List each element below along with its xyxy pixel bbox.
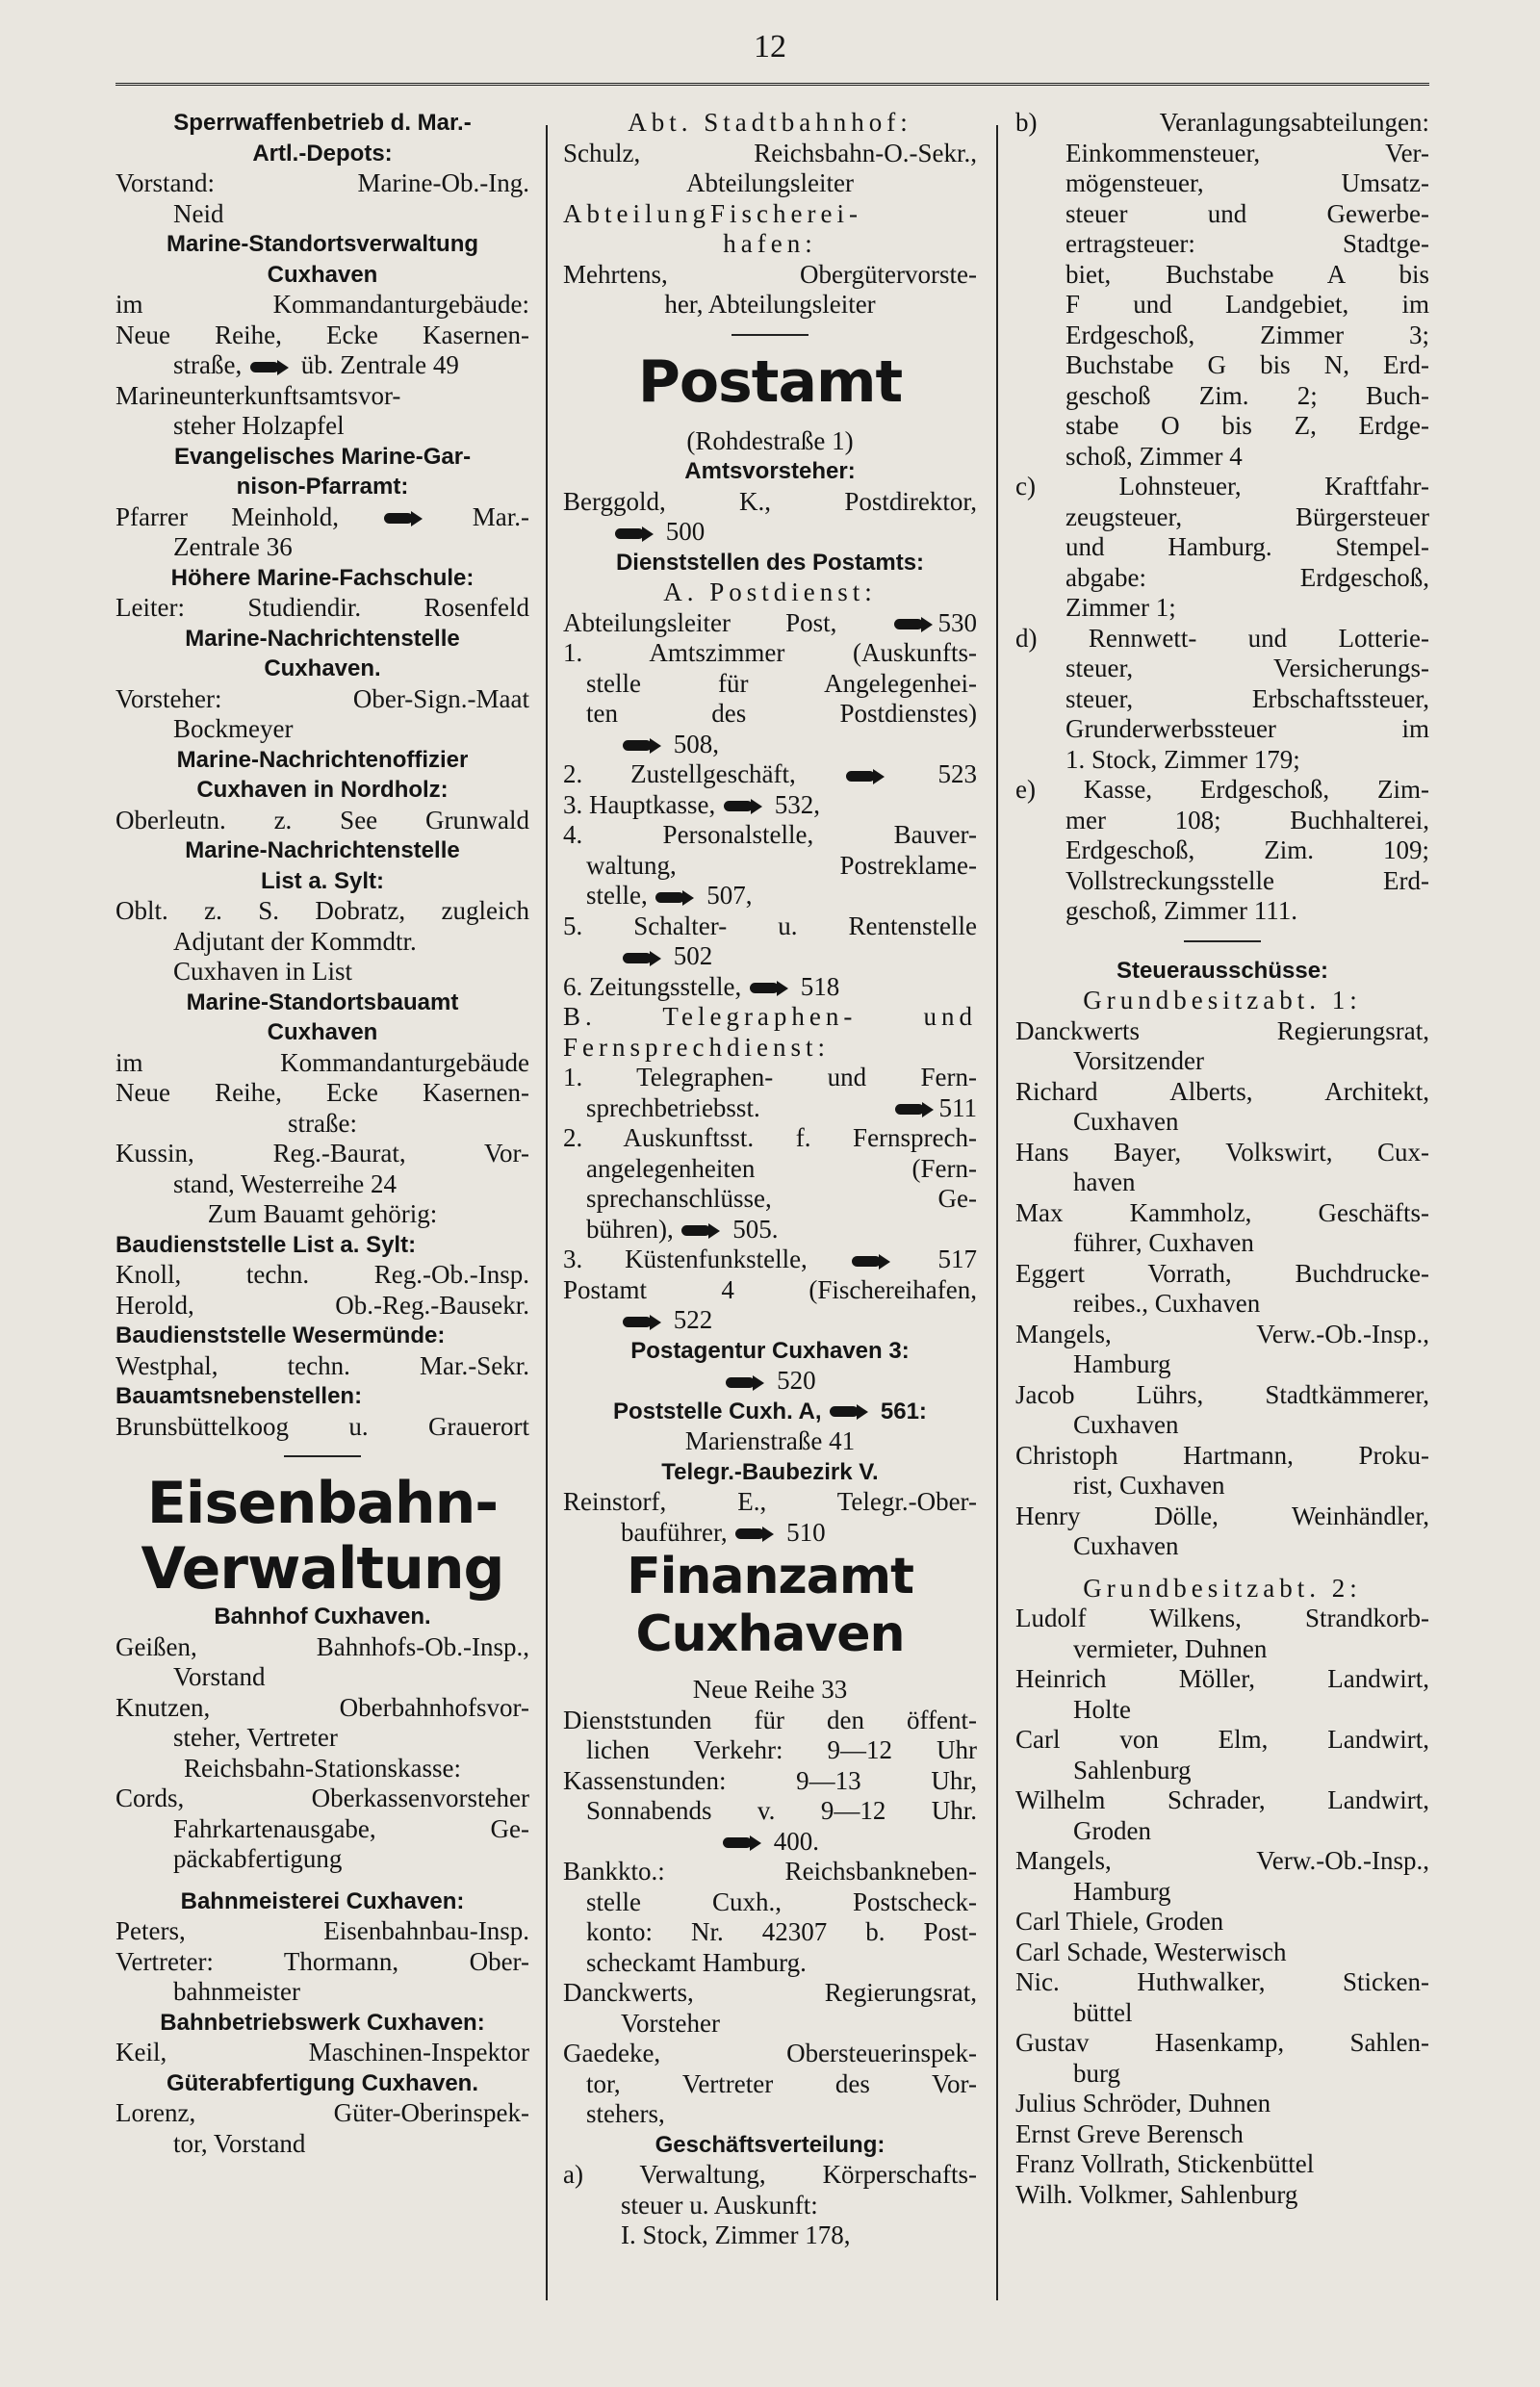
heading: Cuxhaven. (264, 655, 381, 681)
text: 400. (773, 1826, 819, 1856)
entry-line: Schulz, Reichsbahn-O.-Sekr., (563, 138, 977, 167)
entry-line: Gustav Hasenkamp, Sahlen- (1015, 2028, 1429, 2057)
text: Abteilungsleiter Post, (563, 607, 837, 637)
entry-line: Zentrale 36 (173, 532, 293, 561)
heading: Geschäftsverteilung: (654, 2131, 886, 2158)
text: 2. Zustellgeschäft, (563, 759, 796, 788)
entry-line: Hamburg (1073, 1349, 1171, 1378)
section-title: Postamt (637, 347, 903, 416)
text: 532, (774, 789, 820, 819)
entry-line: stand, Westerreihe 24 (173, 1168, 398, 1198)
telephone-hand-icon (384, 511, 423, 526)
entry-line: ten des Postdienstes) (586, 699, 977, 728)
entry-line (563, 941, 977, 972)
entry-line: 1. Telegraphen- und Fern- (563, 1063, 977, 1091)
entry-line: Einkommensteuer, Ver- (1065, 138, 1429, 167)
text: 6. Zeitungsstelle, (563, 971, 742, 1001)
entry-line: Vorsteher (621, 2008, 720, 2038)
entry-line: Franz Vollrath, Stickenbüttel (1015, 2149, 1315, 2178)
column-divider (996, 125, 998, 2300)
entry-line (563, 972, 977, 1003)
entry-line (116, 350, 529, 381)
text: 508, (673, 729, 719, 758)
entry-line (116, 502, 529, 533)
text: 561: (880, 1398, 927, 1424)
entry-line: her, Abteilungsleiter (664, 290, 876, 319)
entry-line: geschoß Zim. 2; Buch- (1065, 380, 1429, 410)
entry-line: konto: Nr. 42307 b. Post- (586, 1917, 977, 1946)
telephone-hand-icon (723, 1835, 761, 1851)
heading: Cuxhaven (267, 261, 378, 288)
text: 500 (665, 517, 706, 546)
entry-line: stehers, (586, 2099, 665, 2128)
entry-line (563, 790, 977, 821)
entry-line: Adjutant der Kommdtr. (173, 926, 417, 956)
entry-line: steuer u. Auskunft: (621, 2190, 818, 2220)
text: 517 (937, 1245, 977, 1273)
entry-line: stelle für Angelegenhei- (586, 668, 977, 698)
entry-line: F und Landgebiet, im (1065, 290, 1429, 319)
text: 530 (937, 607, 977, 637)
entry-line: zeugsteuer, Bürgersteuer (1065, 501, 1429, 531)
section-title: Verwaltung (141, 1535, 504, 1603)
entry-line: abgabe: Erdgeschoß, (1065, 562, 1429, 592)
entry-line: steuer, Erbschaftssteuer, (1065, 683, 1429, 713)
entry-line: Nic. Huthwalker, Sticken- (1015, 1967, 1429, 1996)
entry-line: Cuxhaven (1073, 1531, 1179, 1560)
telephone-hand-icon (750, 981, 788, 996)
entry-line: Postamt 4 (Fischereihafen, (563, 1274, 977, 1304)
entry-line: und Hamburg. Stempel- (1065, 532, 1429, 561)
entry-line: 1. Stock, Zimmer 179; (1065, 744, 1300, 774)
telephone-hand-icon (895, 1102, 934, 1117)
entry-line: d) Rennwett- und Lotterie- (1015, 623, 1429, 653)
telephone-hand-icon (623, 738, 661, 754)
entry-line: (Rohdestraße 1) (686, 425, 854, 455)
heading: Postagentur Cuxhaven 3: (630, 1337, 910, 1364)
section-separator (284, 1455, 361, 1457)
entry-line: Reinstorf, E., Telegr.-Ober- (563, 1487, 977, 1516)
entry-line: Vorstand (173, 1662, 266, 1691)
heading: Artl.-Depots: (252, 140, 393, 167)
entry-line: 4. Personalstelle, Bauver- (563, 820, 977, 849)
header-rule (116, 83, 1429, 90)
entry-line: Grunderwerbssteuer im (1065, 714, 1429, 743)
entry-line: Vorstand: Marine-Ob.-Ing. (116, 168, 529, 197)
entry-line: Westphal, techn. Mar.-Sekr. (116, 1350, 529, 1380)
entry-line (563, 881, 977, 911)
entry-line: 1. Amtszimmer (Auskunfts- (563, 638, 977, 667)
text: bauführer, (621, 1517, 728, 1547)
entry-line: stelle Cuxh., Postscheck- (586, 1886, 977, 1916)
heading: Cuxhaven (267, 1019, 378, 1045)
text: 507, (706, 881, 753, 910)
entry-line: Eggert Vorrath, Buchdrucke- (1015, 1258, 1429, 1288)
entry-line: steher, Vertreter (173, 1723, 338, 1752)
entry-line: Cuxhaven in List (173, 957, 352, 986)
entry-line: Mehrtens, Obergütervorste- (563, 259, 977, 289)
heading: List a. Sylt: (260, 867, 385, 894)
heading: Sperrwaffenbetrieb d. Mar.- (173, 110, 472, 136)
section-separator (1184, 940, 1261, 942)
heading: Bahnhof Cuxhaven. (214, 1604, 431, 1630)
column-divider (546, 125, 548, 2300)
entry-line: mögensteuer, Umsatz- (1065, 168, 1429, 197)
entry-line: büttel (1073, 1997, 1133, 2027)
entry-line: Sonnabends v. 9—12 Uhr. (586, 1796, 977, 1825)
entry-line: Carl Thiele, Groden (1015, 1907, 1224, 1936)
entry-line: angelegenheiten (Fern- (586, 1153, 977, 1183)
entry-line: Leiter: Studiendir. Rosenfeld (116, 593, 529, 622)
heading: Marine-Nachrichtenstelle (185, 837, 460, 863)
telephone-hand-icon (655, 890, 694, 906)
entry-line: Carl von Elm, Landwirt, (1015, 1725, 1429, 1754)
entry-line: steuer und Gewerbe- (1065, 198, 1429, 228)
telephone-hand-icon (724, 799, 762, 814)
entry-line: Danckwerts Regierungsrat, (1015, 1015, 1429, 1045)
heading (563, 1397, 977, 1427)
entry-line: Neue Reihe, Ecke Kasernen- (116, 320, 529, 349)
entry-line (563, 730, 977, 760)
entry-line: biet, Buchstabe A bis (1065, 259, 1429, 289)
entry-line: I. Stock, Zimmer 178, (621, 2220, 851, 2249)
entry-line: päckabfertigung (173, 1844, 343, 1873)
entry-line: Danckwerts, Regierungsrat, (563, 1978, 977, 2007)
entry-line: Carl Schade, Westerwisch (1015, 1937, 1287, 1966)
entry-line: mer 108; Buchhalterei, (1065, 805, 1429, 834)
entry-line: Lorenz, Güter-Oberinspek- (116, 2098, 529, 2127)
entry-line (563, 759, 977, 790)
entry-line: Erdgeschoß, Zim. 109; (1065, 835, 1429, 864)
entry-line: im Kommandanturgebäude: (116, 290, 529, 319)
entry-line (563, 1366, 977, 1397)
entry-line (563, 1245, 977, 1275)
heading: Telegr.-Baubezirk V. (661, 1458, 879, 1485)
section-title: Eisenbahn- (146, 1470, 499, 1537)
entry-line: bahnmeister (173, 1977, 300, 2006)
entry-line: Oberleutn. z. See Grunwald (116, 805, 529, 834)
entry-line: Buchstabe G bis N, Erd- (1065, 350, 1429, 379)
entry-line (563, 1305, 977, 1336)
entry-line: waltung, Postreklame- (586, 850, 977, 880)
entry-line: Ludolf Wilkens, Strandkorb- (1015, 1604, 1429, 1632)
heading: Höhere Marine-Fachschule: (170, 564, 475, 591)
heading: Baudienststelle List a. Sylt: (116, 1231, 417, 1258)
heading: Marine-Standortsbauamt (186, 988, 459, 1015)
entry-line: haven (1073, 1168, 1136, 1196)
entry-line: burg (1073, 2058, 1121, 2088)
text: 505. (732, 1214, 779, 1244)
entry-line: Knoll, techn. Reg.-Ob.-Insp. (116, 1260, 529, 1289)
section-separator (732, 334, 808, 336)
heading: Marine-Nachrichtenoffizier (176, 746, 469, 773)
text: 502 (673, 941, 713, 970)
text: 522 (673, 1305, 713, 1334)
entry-line (563, 517, 977, 548)
entry-line: Vollstreckungsstelle Erd- (1065, 865, 1429, 895)
entry-line: tor, Vertreter des Vor- (586, 2068, 977, 2098)
entry-line: Sahlenburg (1073, 1755, 1192, 1784)
entry-line: Geißen, Bahnhofs-Ob.-Insp., (116, 1631, 529, 1661)
entry-line: Vertreter: Thormann, Ober- (116, 1946, 529, 1976)
telephone-hand-icon (615, 526, 654, 542)
entry-line: Erdgeschoß, Zimmer 3; (1065, 320, 1429, 349)
entry-line: ertragsteuer: Stadtge- (1065, 229, 1429, 258)
telephone-hand-icon (830, 1404, 868, 1420)
entry-line: e) Kasse, Erdgeschoß, Zim- (1015, 775, 1429, 804)
heading: Marine-Standortsverwaltung (166, 231, 479, 257)
entry-line: Fahrkartenausgabe, Ge- (173, 1813, 529, 1843)
entry-line: Cords, Oberkassenvorsteher (116, 1784, 529, 1812)
section-title: Cuxhaven (635, 1605, 905, 1663)
text: üb. Zentrale 49 (300, 350, 459, 379)
heading: Bauamtsnebenstellen: (116, 1383, 363, 1409)
column-1 (116, 108, 529, 2370)
telephone-hand-icon (846, 769, 885, 784)
entry-line (563, 1827, 977, 1858)
entry-line: Abt. Stadtbahnhof: (628, 108, 912, 137)
entry-line: hafen: (723, 229, 817, 258)
entry-line: Ernst Greve Berensch (1015, 2118, 1244, 2148)
entry-line: Grundbesitzabt. 1: (1083, 986, 1362, 1014)
entry-line: Oblt. z. S. Dobratz, zugleich (116, 896, 529, 925)
column-2 (563, 108, 977, 2370)
telephone-hand-icon (735, 1527, 774, 1542)
entry-line: Max Kammholz, Geschäfts- (1015, 1197, 1429, 1227)
entry-line: Marienstraße 41 (684, 1426, 856, 1455)
heading: Baudienststelle Wesermünde: (116, 1322, 446, 1348)
entry-line: vermieter, Duhnen (1073, 1633, 1268, 1663)
entry-line: a) Verwaltung, Körperschafts- (563, 2160, 977, 2189)
heading: Marine-Nachrichtenstelle (185, 625, 460, 652)
entry-line: steher Holzapfel (173, 411, 345, 440)
entry-line: Hamburg (1073, 1876, 1171, 1906)
entry-line: Neid (173, 198, 224, 228)
entry-line: Gaedeke, Obersteuerinspek- (563, 2039, 977, 2067)
entry-line: Vorsitzender (1073, 1046, 1204, 1075)
entry-line: stabe O bis Z, Erdge- (1065, 411, 1429, 440)
heading: Evangelisches Marine-Gar- (173, 443, 472, 470)
entry-line: c) Lohnsteuer, Kraftfahr- (1015, 472, 1429, 500)
text: bühren), (586, 1214, 674, 1244)
entry-line: Herold, Ob.-Reg.-Bausekr. (116, 1290, 529, 1320)
entry-line: Groden (1073, 1815, 1151, 1845)
entry-line: Heinrich Möller, Landwirt, (1015, 1664, 1429, 1693)
entry-line: scheckamt Hamburg. (586, 1947, 807, 1977)
column-3 (1015, 108, 1429, 2370)
telephone-hand-icon (726, 1375, 764, 1391)
text: Poststelle Cuxh. A, (613, 1398, 822, 1424)
entry-line: schoß, Zimmer 4 (1065, 441, 1243, 471)
entry-line: Grundbesitzabt. 2: (1083, 1573, 1362, 1603)
entry-line: B. Telegraphen- und (563, 1002, 977, 1031)
telephone-hand-icon (681, 1223, 720, 1239)
entry-line: Mangels, Verw.-Ob.-Insp., (1015, 1846, 1429, 1875)
entry-line (563, 608, 977, 639)
entry-line: Richard Alberts, Architekt, (1015, 1076, 1429, 1106)
entry-line: Zum Bauamt gehörig: (207, 1199, 438, 1228)
text: sprechbetriebsst. (586, 1092, 760, 1122)
text: 520 (777, 1366, 816, 1395)
entry-line: Wilhelm Schrader, Landwirt, (1015, 1785, 1429, 1814)
telephone-hand-icon (894, 617, 933, 632)
entry-line: Keil, Maschinen-Inspektor (116, 2038, 529, 2066)
text: Pfarrer Meinhold, (116, 501, 340, 531)
entry-line: lichen Verkehr: 9—12 Uhr (586, 1735, 977, 1764)
heading: Cuxhaven in Nordholz: (196, 777, 449, 803)
entry-line: geschoß, Zimmer 111. (1065, 896, 1297, 925)
entry-line: Bockmeyer (173, 714, 294, 743)
entry-line: Mangels, Verw.-Ob.-Insp., (1015, 1319, 1429, 1348)
entry-line: Vorsteher: Ober-Sign.-Maat (116, 683, 529, 713)
telephone-hand-icon (623, 951, 661, 966)
heading: Steuerausschüsse: (1116, 957, 1329, 984)
text: 510 (786, 1517, 826, 1547)
text: Mar.- (472, 501, 529, 531)
entry-line: Berggold, K., Postdirektor, (563, 486, 977, 516)
entry-line: führer, Cuxhaven (1073, 1228, 1254, 1257)
entry-line: Christoph Hartmann, Proku- (1015, 1440, 1429, 1470)
entry-line: Julius Schröder, Duhnen (1015, 2089, 1271, 2118)
entry-line: Neue Reihe, Ecke Kasernen- (116, 1078, 529, 1107)
entry-line: steuer, Versicherungs- (1065, 654, 1429, 682)
telephone-hand-icon (250, 360, 289, 375)
entry-line: Henry Dölle, Weinhändler, (1015, 1501, 1429, 1530)
entry-line: 2. Auskunftsst. f. Fernsprech- (563, 1123, 977, 1152)
heading: Amtsvorsteher: (684, 458, 856, 484)
entry-line (563, 1093, 977, 1124)
text: stelle, (586, 881, 648, 910)
telephone-hand-icon (623, 1315, 661, 1330)
entry-line: Marineunterkunftsamtsvor- (116, 380, 401, 410)
entry-line: sprechanschlüsse, Ge- (586, 1184, 977, 1213)
entry-line: Knutzen, Oberbahnhofsvor- (116, 1692, 529, 1722)
section-title: Finanzamt (627, 1548, 913, 1605)
entry-line: Brunsbüttelkoog u. Grauerort (116, 1411, 529, 1441)
entry-line: Kassenstunden: 9—13 Uhr, (563, 1765, 977, 1795)
entry-line: Dienststunden für den öffent- (563, 1705, 977, 1734)
heading: nison-Pfarramt: (236, 474, 409, 500)
text: 3. Hauptkasse, (563, 789, 716, 819)
entry-line: reibes., Cuxhaven (1073, 1289, 1261, 1318)
entry-line: im Kommandanturgebäude (116, 1047, 529, 1077)
entry-line: tor, Vorstand (173, 2128, 306, 2158)
entry-line: A. Postdienst: (663, 578, 877, 606)
entry-line: Bankkto.: Reichsbankneben- (563, 1857, 977, 1886)
entry-line (563, 1518, 977, 1549)
heading: Bahnbetriebswerk Cuxhaven: (160, 2009, 485, 2036)
entry-line: Jacob Lührs, Stadtkämmerer, (1015, 1379, 1429, 1409)
text: 3. Küstenfunkstelle, (563, 1245, 808, 1273)
entry-line: Cuxhaven (1073, 1410, 1179, 1439)
entry-line: Abteilungsleiter (686, 168, 854, 197)
entry-line: Reichsbahn-Stationskasse: (184, 1753, 461, 1783)
entry-line: straße: (288, 1108, 357, 1138)
entry-line: Hans Bayer, Volkswirt, Cux- (1015, 1137, 1429, 1167)
entry-line: AbteilungFischerei- (563, 198, 862, 228)
heading: Bahnmeisterei Cuxhaven: (180, 1887, 465, 1914)
entry-line: Wilh. Volkmer, Sahlenburg (1015, 2179, 1298, 2209)
text: 523 (937, 759, 977, 788)
heading: Dienststellen des Postamts: (615, 549, 925, 576)
entry-line: Neue Reihe 33 (692, 1675, 848, 1704)
telephone-hand-icon (852, 1254, 890, 1270)
text: straße, (173, 350, 243, 379)
entry-line: rist, Cuxhaven (1073, 1471, 1225, 1500)
entry-line: Peters, Eisenbahnbau-Insp. (116, 1916, 529, 1945)
entry-line: Kussin, Reg.-Baurat, Vor- (116, 1139, 529, 1168)
entry-line (563, 1215, 977, 1245)
entry-line: b) Veranlagungsabteilungen: (1015, 108, 1429, 137)
text: 518 (800, 971, 840, 1001)
page-number: 12 (754, 29, 786, 64)
entry-line: Cuxhaven (1073, 1107, 1179, 1136)
entry-line: 5. Schalter- u. Rentenstelle (563, 911, 977, 940)
entry-line: Holte (1073, 1694, 1131, 1724)
entry-line: Fernsprechdienst: (563, 1032, 830, 1062)
entry-line: Zimmer 1; (1065, 593, 1176, 622)
heading: Güterabfertigung Cuxhaven. (166, 2069, 479, 2096)
text: 511 (938, 1092, 977, 1122)
